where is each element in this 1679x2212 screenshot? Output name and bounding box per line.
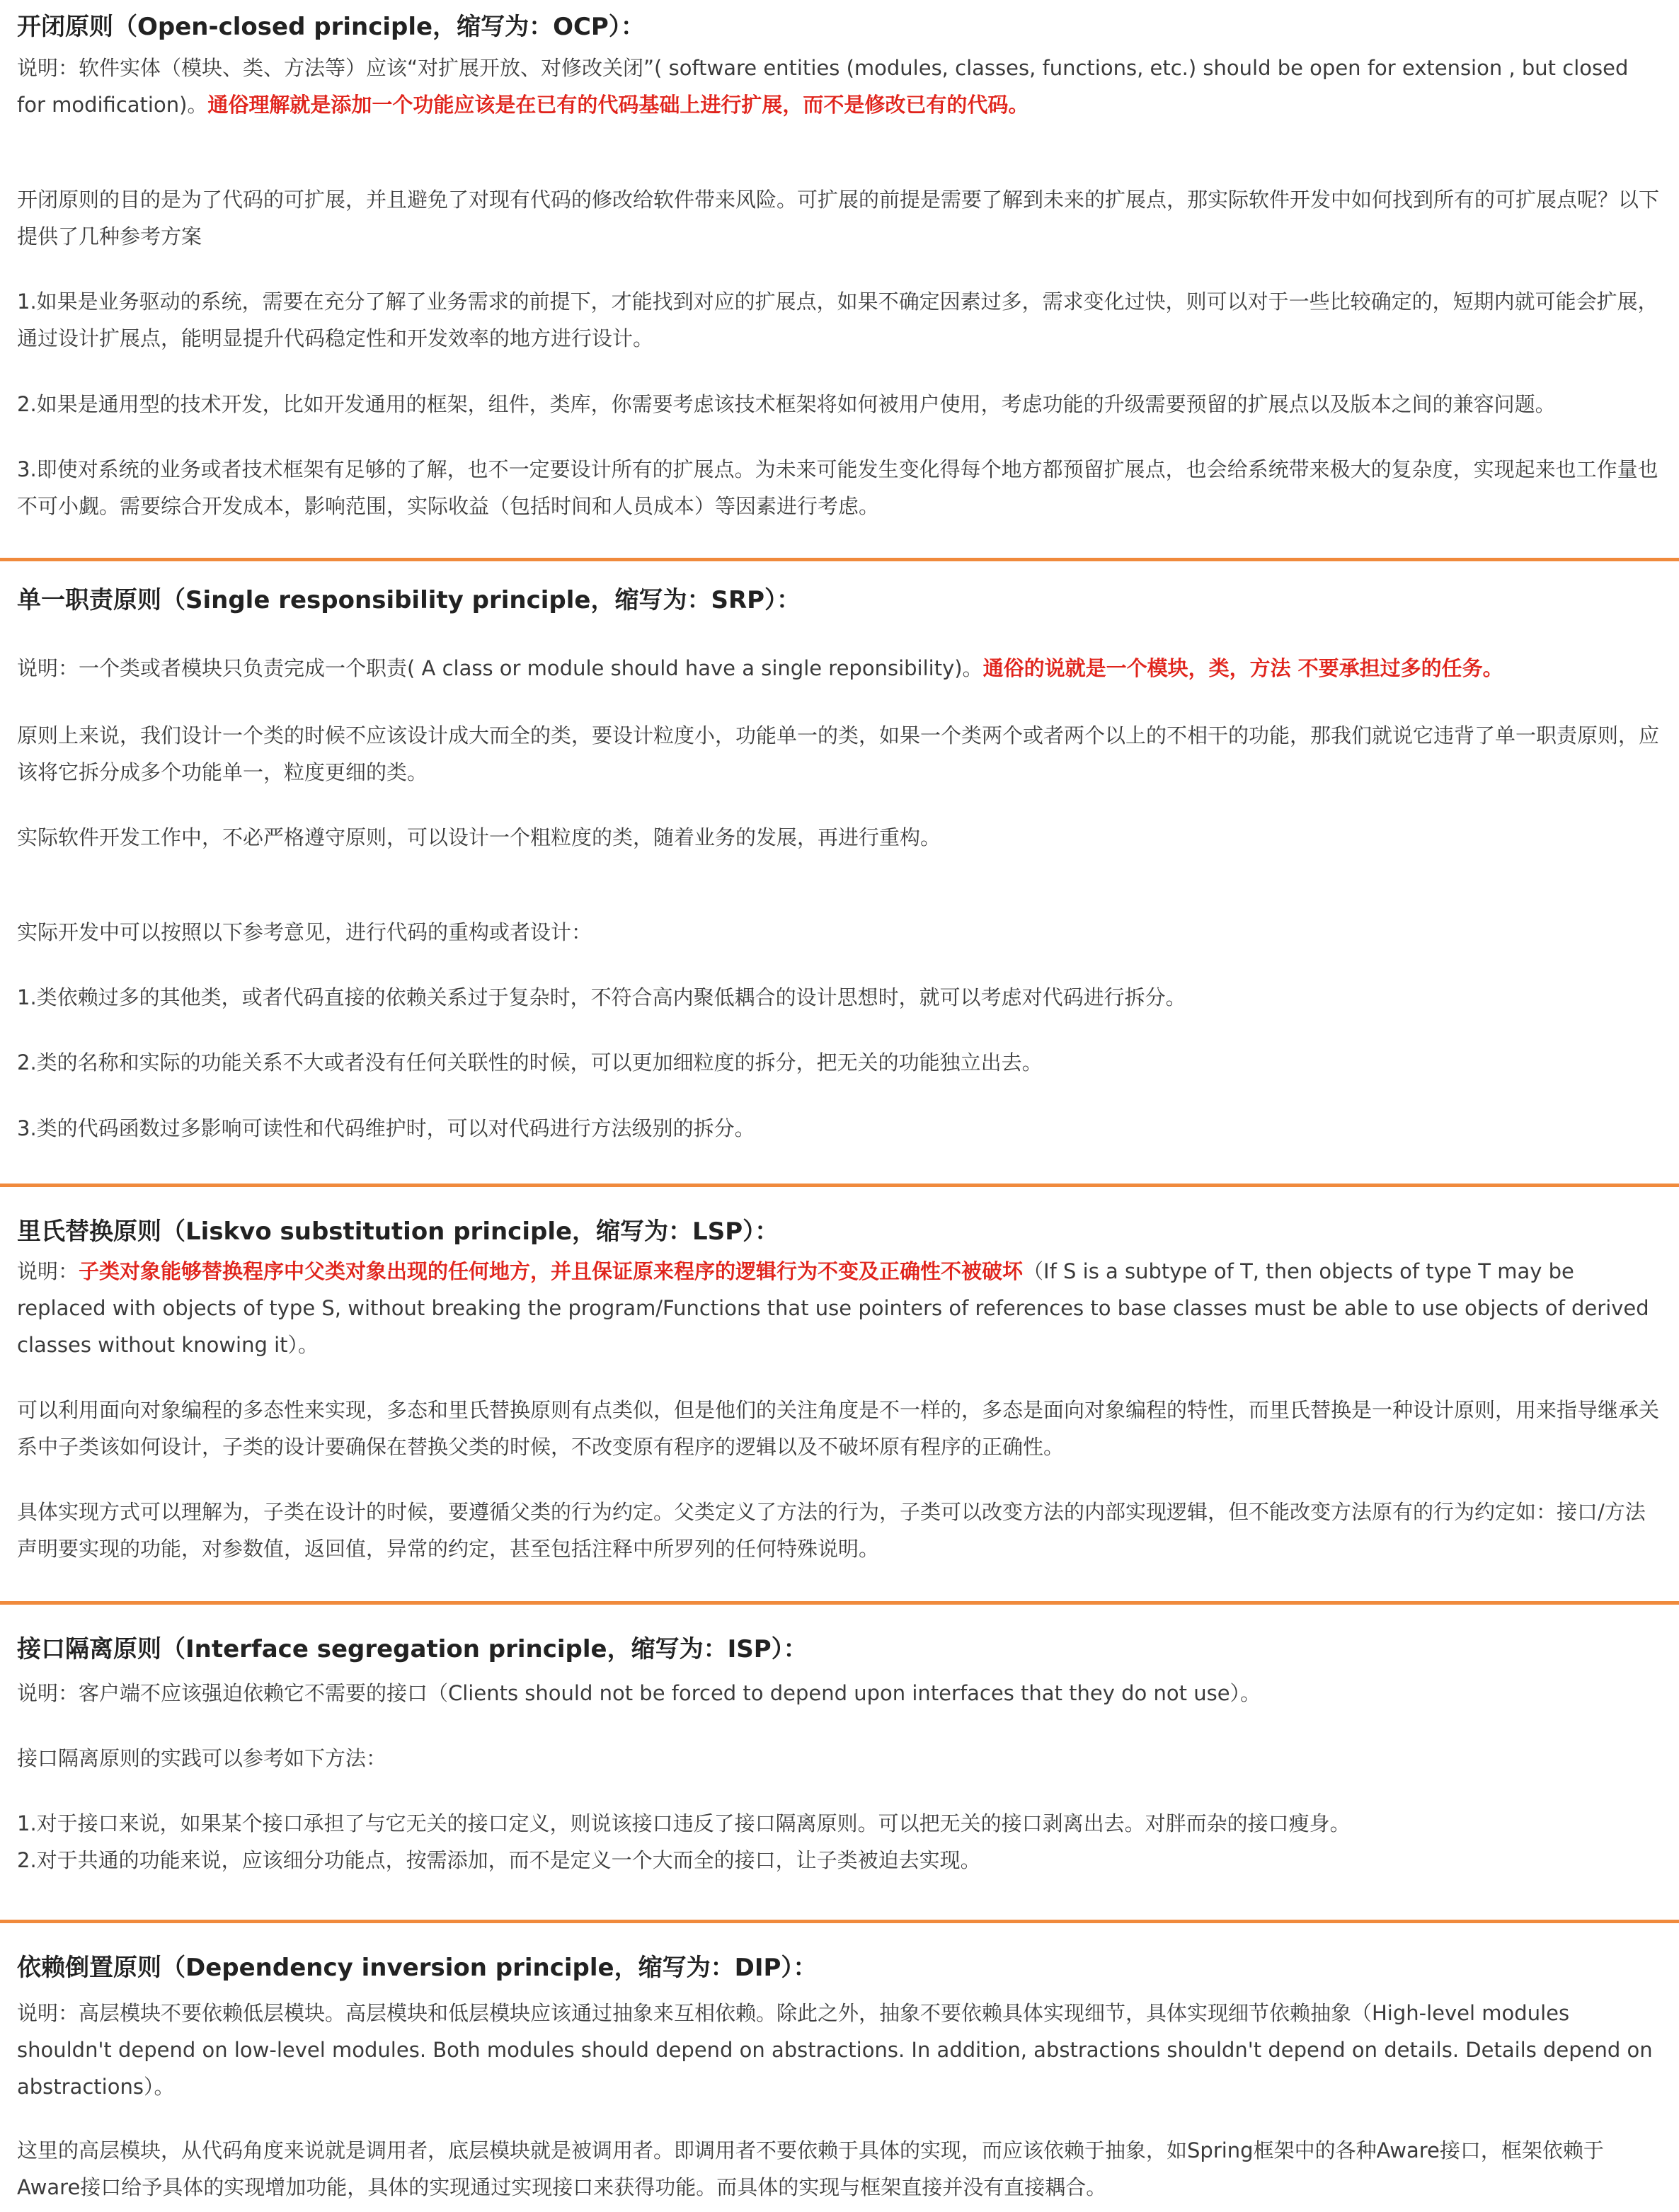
srp-description-highlight: 通俗的说就是一个模块，类，方法 不要承担过多的任务。 [982, 656, 1503, 680]
srp-paragraph-5: 2.类的名称和实际的功能关系不大或者没有任何关联性的时候，可以更加细粒度的拆分，把无关的功能独立出去。 [17, 1050, 1043, 1075]
lsp-description-highlight: 子类对象能够替换程序中父类对象出现的任何地方，并且保证原来程序的逻辑行为不变及正确性不被破坏 [79, 1259, 1024, 1283]
srp-description [17, 650, 1659, 687]
srp-paragraph-6: 3.类的代码函数过多影响可读性和代码维护时，可以对代码进行方法级别的拆分。 [17, 1116, 755, 1140]
lsp-heading: 里氏替换原则（Liskvo substitution principle，缩写为：LSP）： [17, 1217, 779, 1246]
srp-paragraph-2: 实际软件开发工作中，不必严格遵守原则，可以设计一个粗粒度的类，随着业务的发展，再进行重构。 [17, 825, 941, 849]
ocp-description-highlight: 通俗理解就是添加一个功能应该是在已有的代码基础上进行扩展，而不是修改已有的代码。 [207, 93, 1029, 117]
dip-heading: 依赖倒置原则（Dependency inversion principle，缩写为：DIP）： [17, 1954, 818, 1982]
dip-description: 说明：高层模块不要依赖低层模块。高层模块和低层模块应该通过抽象来互相依赖。除此之外，抽象不要依赖具体实现细节，具体实现细节依赖抽象（High-level modules shouldn't depend on low-level modules. Both modules should depend on abstractions. In addition, abstractions shouldn't depend on details. Details depend on abstractions）。 [17, 2001, 1653, 2099]
section-divider [0, 1920, 1679, 1923]
ocp-paragraph-3: 2.如果是通用型的技术开发，比如开发通用的框架，组件，类库，你需要考虑该技术框架将如何被用户使用，考虑功能的升级需要预留的扩展点以及版本之间的兼容问题。 [17, 392, 1556, 416]
section-divider [0, 1184, 1679, 1187]
srp-paragraph-3: 实际开发中可以按照以下参考意见，进行代码的重构或者设计： [17, 920, 592, 944]
section-divider [0, 558, 1679, 561]
lsp-paragraph-1: 可以利用面向对象编程的多态性来实现，多态和里氏替换原则有点类似，但是他们的关注角度是不一样的，多态是面向对象编程的特性，而里氏替换是一种设计原则，用来指导继承关系中子类该如何设计，子类的设计要确保在替换父类的时候，不改变原有程序的逻辑以及不破坏原有程序的正确性。 [17, 1398, 1660, 1459]
isp-heading: 接口隔离原则（Interface segregation principle，缩写为：ISP）： [17, 1635, 808, 1663]
ocp-heading: 开闭原则（Open-closed principle，缩写为：OCP）： [17, 13, 645, 41]
isp-paragraph-2: 1.对于接口来说，如果某个接口承担了与它无关的接口定义，则说该接口违反了接口隔离原则。可以把无关的接口剥离出去。对胖而杂的接口瘦身。 [17, 1811, 1351, 1835]
ocp-description-text: 说明：软件实体（模块、类、方法等）应该“对扩展开放、对修改关闭”( software entities (modules, classes, functions, etc.) should be open for extension , but closed for modification)。 [17, 56, 1629, 117]
ocp-paragraph-1: 开闭原则的目的是为了代码的可扩展，并且避免了对现有代码的修改给软件带来风险。可扩展的前提是需要了解到未来的扩展点，那实际软件开发中如何找到所有的可扩展点呢？以下提供了几种参考方案 [17, 188, 1660, 248]
srp-heading: 单一职责原则（Single responsibility principle，缩写为：SRP）： [17, 586, 801, 614]
lsp-description [17, 1253, 1659, 1363]
ocp-description [17, 50, 1659, 123]
ocp-paragraph-4: 3.即使对系统的业务或者技术框架有足够的了解，也不一定要设计所有的扩展点。为未来可能发生变化得每个地方都预留扩展点，也会给系统带来极大的复杂度，实现起来也工作量也不可小觑。需要综合开发成本，影响范围，实际收益（包括时间和人员成本）等因素进行考虑。 [17, 457, 1658, 518]
lsp-description-english: （If S is a subtype of T, then objects of type T may be replaced with objects of type S, without breaking the program/Functions that use pointers of references to base classes must be able to use objects of derived classes without knowing it）。 [17, 1259, 1649, 1357]
section-divider [0, 1601, 1679, 1605]
isp-paragraph-3: 2.对于共通的功能来说，应该细分功能点，按需添加，而不是定义一个大而全的接口，让子类被迫去实现。 [17, 1848, 981, 1872]
isp-paragraph-1: 接口隔离原则的实践可以参考如下方法： [17, 1746, 387, 1770]
srp-description-text: 说明：一个类或者模块只负责完成一个职责( A class or module should have a single reponsibility)。 [17, 656, 983, 680]
dip-paragraph-1: 这里的高层模块，从代码角度来说就是调用者，底层模块就是被调用者。即调用者不要依赖于具体的实现，而应该依赖于抽象，如Spring框架中的各种Aware接口，框架依赖于Aware接口给予具体的实现增加功能，具体的实现通过实现接口来获得功能。而具体的实现与框架直接并没有直接耦合。 [17, 2138, 1604, 2199]
ocp-paragraph-2: 1.如果是业务驱动的系统，需要在充分了解了业务需求的前提下，才能找到对应的扩展点，如果不确定因素过多，需求变化过快，则可以对于一些比较确定的，短期内就可能会扩展，通过设计扩展点，能明显提升代码稳定性和开发效率的地方进行设计。 [17, 290, 1658, 350]
lsp-description-label: 说明： [17, 1259, 79, 1283]
srp-paragraph-1: 原则上来说，我们设计一个类的时候不应该设计成大而全的类，要设计粒度小，功能单一的类，如果一个类两个或者两个以上的不相干的功能，那我们就说它违背了单一职责原则，应该将它拆分成多个功能单一，粒度更细的类。 [17, 723, 1660, 784]
lsp-paragraph-2: 具体实现方式可以理解为，子类在设计的时候，要遵循父类的行为约定。父类定义了方法的行为，子类可以改变方法的内部实现逻辑，但不能改变方法原有的行为约定如：接口/方法 声明要实现的功能，对参数值，返回值，异常的约定，甚至包括注释中所罗列的任何特殊说明。 [17, 1500, 1646, 1561]
isp-description: 说明：客户端不应该强迫依赖它不需要的接口（Clients should not be forced to depend upon interfaces that they do not use）。 [17, 1681, 1261, 1705]
srp-paragraph-4: 1.类依赖过多的其他类，或者代码直接的依赖关系过于复杂时，不符合高内聚低耦合的设计思想时，就可以考虑对代码进行拆分。 [17, 985, 1186, 1009]
